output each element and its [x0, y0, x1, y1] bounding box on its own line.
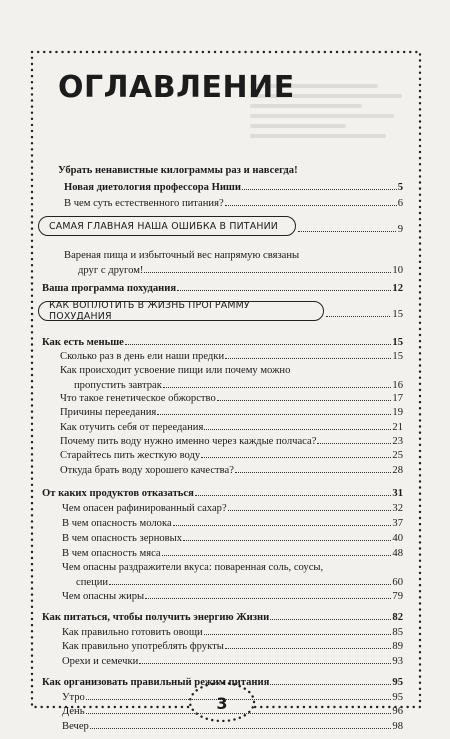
- toc-entry-continued[interactable]: [74, 378, 403, 392]
- toc-entry-title: День: [62, 706, 85, 717]
- page-ref: 93: [392, 656, 403, 667]
- toc-entry[interactable]: [60, 420, 403, 434]
- toc-entry-title: Как правильно употреблять фрукты: [62, 641, 224, 652]
- toc-entry-title: Как организовать правильный режим питания: [42, 677, 270, 688]
- dot-leader: [177, 281, 391, 291]
- toc-entry-title: Причины переедания: [60, 407, 157, 418]
- page-ref: 12: [392, 283, 403, 294]
- page-ref: 15: [392, 309, 403, 320]
- page-ref: 21: [392, 422, 403, 433]
- toc-entry-continued[interactable]: [76, 575, 403, 589]
- toc-entry-title: Вареная пища и избыточный вес напрямую связаны: [64, 250, 300, 261]
- dot-leader: [270, 610, 391, 620]
- page-ref: 9: [397, 224, 403, 235]
- toc-entry[interactable]: [42, 675, 403, 689]
- toc-entry[interactable]: [42, 281, 403, 295]
- dot-leader: [235, 463, 391, 473]
- section-heading-label: САМАЯ ГЛАВНАЯ НАША ОШИБКА В ПИТАНИИ: [49, 220, 278, 232]
- toc-entry[interactable]: [62, 719, 403, 733]
- toc-entry[interactable]: [62, 639, 403, 653]
- dot-leader: [225, 639, 392, 649]
- toc-entry-title: Чем опасен рафинированный сахар?: [62, 503, 227, 514]
- toc-entry[interactable]: [60, 405, 403, 419]
- dot-leader: [228, 501, 392, 511]
- page-ref: 60: [392, 577, 403, 588]
- page-ref: 15: [392, 337, 403, 348]
- page-ref: 19: [392, 407, 403, 418]
- toc-entry-title: В чем опасность молока: [62, 518, 172, 529]
- toc-entry-title: Ваша программа похудания: [42, 283, 177, 294]
- toc-entry[interactable]: [64, 196, 403, 210]
- toc-entry[interactable]: [42, 486, 403, 500]
- toc-entry[interactable]: [62, 561, 403, 574]
- toc-entry[interactable]: [62, 546, 403, 560]
- toc-entry-title: Как правильно готовить овощи: [62, 627, 203, 638]
- page-ref: 85: [392, 627, 403, 638]
- page-ref: 31: [392, 488, 403, 499]
- toc-entry-title: В чем опасность зерновых: [62, 533, 183, 544]
- dot-leader: [225, 196, 397, 206]
- toc-entry-title: Чем опасны раздражители вкуса: поваренная соль, соусы,: [62, 562, 324, 573]
- dot-leader: [90, 719, 392, 729]
- toc-entry-title: Что такое генетическое обжорство: [60, 393, 216, 404]
- toc-entry[interactable]: [62, 501, 403, 515]
- toc-entry-title: Новая диетология профессора Ниши: [64, 182, 241, 193]
- toc-entry-title: Как есть меньше: [42, 337, 124, 348]
- page-ref: 32: [392, 503, 403, 514]
- toc-entry[interactable]: [62, 531, 403, 545]
- page-ref: 23: [392, 436, 403, 447]
- dot-leader: [145, 589, 391, 599]
- page-ref: 95: [392, 692, 403, 703]
- toc-entry[interactable]: [42, 335, 403, 349]
- page-ref: 79: [392, 591, 403, 602]
- toc-entry-title: Сколько раз в день ели наши предки: [60, 351, 225, 362]
- page-ref: 95: [392, 677, 403, 688]
- page-ref: 28: [392, 465, 403, 476]
- dot-leader: [173, 516, 392, 526]
- dot-leader: [317, 434, 391, 444]
- dot-leader: [109, 575, 391, 585]
- dot-leader: [125, 335, 392, 345]
- dot-leader: [195, 486, 392, 496]
- dot-leader: [204, 420, 391, 430]
- toc-entry[interactable]: [60, 448, 403, 462]
- page-ref: 17: [392, 393, 403, 404]
- dot-leader: [225, 349, 391, 359]
- toc-entry-title: Чем опасны жиры: [62, 591, 145, 602]
- dot-leader: [201, 448, 391, 458]
- toc-entry-continued[interactable]: [78, 263, 403, 277]
- dot-leader: [183, 531, 391, 541]
- toc-entry-title-continued: специи: [76, 577, 109, 588]
- page-number: 3: [216, 693, 228, 713]
- page-ref: 89: [392, 641, 403, 652]
- dot-leader: [162, 546, 392, 556]
- toc-entry-title: Старайтесь пить жесткую воду: [60, 450, 201, 461]
- toc-entry-title: Утро: [62, 692, 85, 703]
- page-ref: 15: [392, 351, 403, 362]
- section-heading: [38, 301, 324, 321]
- section-heading: [38, 216, 296, 236]
- toc-entry-title: В чем суть естественного питания?: [64, 198, 224, 209]
- toc-entry-title-continued: друг с другом!: [78, 265, 144, 276]
- toc-entry[interactable]: [62, 589, 403, 603]
- toc-entry[interactable]: [42, 610, 403, 624]
- page-ref: 48: [392, 548, 403, 559]
- toc-entry[interactable]: [60, 434, 403, 448]
- toc-entry[interactable]: [60, 364, 403, 377]
- toc-entry[interactable]: [60, 391, 403, 405]
- section-heading-label: КАК ВОПЛОТИТЬ В ЖИЗНЬ ПРОГРАММУ ПОХУДАНИЯ: [49, 300, 250, 322]
- toc-entry[interactable]: [60, 463, 403, 477]
- page-title: ОГЛАВЛЕНИЕ: [58, 70, 295, 105]
- toc-entry[interactable]: [62, 516, 403, 530]
- dot-leader: [139, 654, 391, 664]
- dot-leader: [270, 675, 391, 685]
- toc-entry-title: Почему пить воду нужно именно через каждые полчаса?: [60, 436, 317, 447]
- dot-leader: [242, 180, 397, 190]
- page-ref: 25: [392, 450, 403, 461]
- section-leader: [298, 222, 403, 235]
- dot-leader: [144, 263, 391, 273]
- page-ref: 10: [392, 265, 403, 276]
- toc-entry-title: Орехи и семечки: [62, 656, 139, 667]
- page-ref: 98: [392, 721, 403, 732]
- page-ref: 16: [392, 380, 403, 391]
- dot-leader: [204, 625, 392, 635]
- toc-entry[interactable]: [64, 249, 403, 262]
- page-ref: 96: [392, 706, 403, 717]
- page-ref: 37: [392, 518, 403, 529]
- page-ref: 6: [397, 198, 403, 209]
- toc-entry[interactable]: [64, 180, 403, 194]
- toc-entry[interactable]: [62, 625, 403, 639]
- toc-entry-title-continued: пропустить завтрак: [74, 380, 162, 391]
- dot-leader: [217, 391, 392, 401]
- toc-entry-title: Как происходит усвоение пищи или почему можно: [60, 365, 291, 376]
- toc-entry-title: Вечер: [62, 721, 89, 732]
- toc-entry-title: Откуда брать воду хорошего качества?: [60, 465, 234, 476]
- page-ref: 82: [392, 612, 403, 623]
- toc-entry-title: От каких продуктов отказаться: [42, 488, 194, 499]
- dot-leader: [326, 307, 390, 317]
- dot-leader: [157, 405, 391, 415]
- toc-entry[interactable]: [60, 349, 403, 363]
- dot-leader: [298, 222, 396, 232]
- page-ref: 5: [397, 182, 403, 193]
- toc-entry[interactable]: [62, 654, 403, 668]
- toc-entry[interactable]: [58, 164, 403, 177]
- page-ref: 40: [392, 533, 403, 544]
- dot-leader: [163, 378, 392, 388]
- toc-entry-title: Как отучить себя от переедания: [60, 422, 204, 433]
- section-leader: [326, 307, 403, 320]
- toc-entry-title: Убрать ненавистные килограммы раз и навсегда!: [58, 165, 298, 176]
- toc-entry-title: В чем опасность мяса: [62, 548, 161, 559]
- toc-entry-title: Как питаться, чтобы получить энергию Жизни: [42, 612, 270, 623]
